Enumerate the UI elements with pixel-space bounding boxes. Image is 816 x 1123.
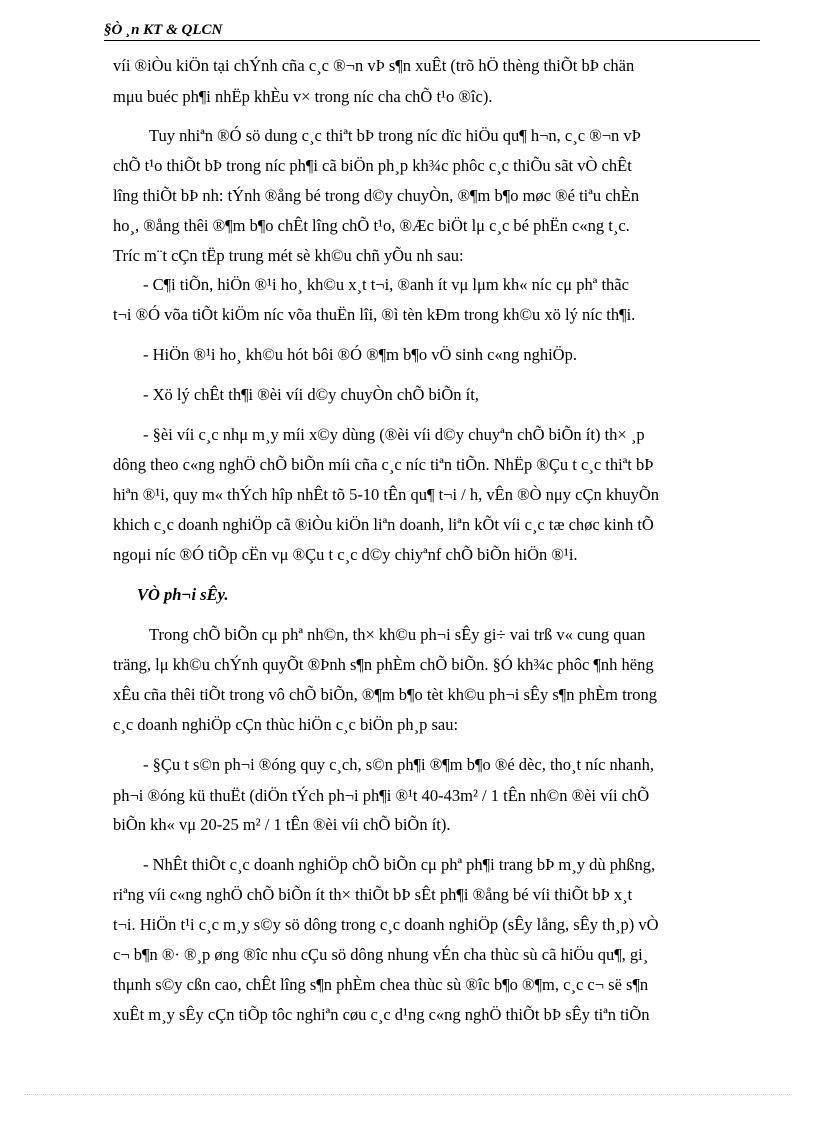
text-line: c¬ b¶n ®· ®¸p øng ®îc nhu cÇu sö dông nhung vÉn cha thùc sù cã hiÖu qu¶, gi¸ (113, 945, 649, 964)
text-line: xÊu cña thêi tiÕt trong vô chÕ biÕn, ®¶m b¶o tèt kh©u ph¬i sÊy s¶n phÈm trong (113, 685, 657, 704)
text-line: Trong chÕ biÕn cμ phª nh©n, th× kh©u ph¬i sÊy gi÷ vai trß v« cung quan (149, 625, 646, 644)
document-body (113, 56, 758, 1025)
text-line: biÕn kh« vμ 20-25 m² / 1 tÊn ®èi víi chÕ biÕn ít). (113, 815, 451, 834)
text-line: ngoμi níc ®Ó tiÕp cËn vμ ®Çu t c¸c d©y chiyªnf chÕ biÕn hiÖn ®¹i. (113, 545, 578, 564)
text-line: träng, lμ kh©u chÝnh quyÕt ®Þnh s¶n phÈm chÕ biÕn. §Ó kh¾c phôc ¶nh hëng (113, 655, 654, 674)
text-line: - NhÊt thiÕt c¸c doanh nghiÖp chÕ biÕn cμ phª ph¶i trang bÞ m¸y dù phßng, (143, 855, 656, 874)
text-line: ph¬i ®óng kü thuËt (diÖn tÝch ph¬i ph¶i ®¹t 40-43m² / 1 tÊn nh©n ®èi víi chÕ (113, 786, 650, 805)
text-line: - C¶i tiÕn, hiÖn ®¹i ho¸ kh©u x¸t t¬i, ®anh ít vμ lμm kh« níc cμ phª thãc (143, 275, 629, 294)
text-line: thμnh s©y cßn cao, chÊt lîng s¶n phÈm chea thùc sù ®îc b¶o ®¶m, c¸c c¬ së s¶n (113, 975, 649, 994)
text-line: ho¸, ®ång thêi ®¶m b¶o chÊt lîng chÕ t¹o, ®Æc biÖt lμ c¸c bé phËn c«ng t¸c. (113, 216, 630, 235)
text-line: dông theo c«ng nghÖ chÕ biÕn míi cña c¸c níc tiªn tiÕn. NhËp ®Çu t c¸c thiªt bÞ (113, 455, 654, 474)
text-line: - §èi víi c¸c nhμ m¸y míi x©y dùng (®èi víi d©y chuyªn chÕ biÕn ít) th× ¸p (143, 425, 645, 444)
page-bottom-divider (24, 1094, 792, 1095)
text-line: lîng thiÕt bÞ nh: tÝnh ®ång bé trong d©y chuyÒn, ®¶m b¶o møc ®é tiªu chÈn (113, 186, 640, 205)
text-line: xuÊt m¸y sÊy cÇn tiÕp tôc nghiªn cøu c¸c d¹ng c«ng nghÖ thiÕt bÞ sÊy tiªn tiÕn (113, 1005, 650, 1024)
text-line: víi ®iÒu kiÖn tại chÝnh cña c¸c ®¬n vÞ s¶n xuÊt (trõ hÖ thèng thiÕt bÞ chän (113, 56, 635, 75)
page-header (104, 20, 760, 41)
text-line: - HiÖn ®¹i ho¸ kh©u hót bôi ®Ó ®¶m b¶o vÖ sinh c«ng nghiÖp. (143, 345, 577, 364)
text-line: chÕ t¹o thiÕt bÞ trong níc ph¶i cã biÖn ph¸p kh¾c phôc c¸c thiÕu sãt vÒ chÊt (113, 156, 632, 175)
text-line: c¸c doanh nghiÖp cÇn thùc hiÖn c¸c biÖn ph¸p sau: (113, 715, 459, 734)
text-line: t¬i ®Ó võa tiÕt kiÖm níc võa thuËn lîi, ®ì tèn kÐm trong kh©u xö lý níc th¶i. (113, 305, 636, 324)
text-line: khich c¸c doanh nghiÖp cã ®iÒu kiÖn liªn doanh, liªn kÕt víi c¸c tæ chøc kinh tÕ (113, 515, 654, 534)
header-title: §Ò ¸n KT & QLCN (104, 22, 223, 38)
text-line: mμu buéc ph¶i nhËp khÈu v× trong níc cha chÕ t¹o ®îc). (113, 87, 493, 106)
section-heading: VÒ ph¬i sÊy. (137, 585, 229, 604)
text-line: Tuy nhiªn ®Ó sö dung c¸c thiªt bÞ trong níc dïc hiÖu qu¶ h¬n, c¸c ®¬n vÞ (149, 126, 641, 145)
text-line: - §Çu t s©n ph¬i ®óng quy c¸ch, s©n ph¶i ®¶m b¶o ®é dèc, tho¸t níc nhanh, (143, 755, 654, 774)
text-line: riªng víi c«ng nghÖ chÕ biÕn ít th× thiÕt bÞ sÊt ph¶i ®ång bé víi thiÕt bÞ x¸t (113, 885, 633, 904)
text-line: t¬i. HiÖn t¹i c¸c m¸y s©y sö dông trong c¸c doanh nghiÖp (sÊy lång, sÊy th¸p) vÒ (113, 915, 659, 934)
text-line: hiªn ®¹i, quy m« thÝch hîp nhÊt tõ 5-10 tÊn qu¶ t¬i / h, vÊn ®Ò nμy cÇn khuyÕn (113, 485, 660, 504)
text-line: - Xö lý chÊt th¶i ®èi víi d©y chuyÒn chÕ biÕn ít, (143, 385, 479, 404)
text-line: Tríc m¨t cÇn tËp trung mét sè kh©u chñ yÕu nh sau: (113, 246, 464, 265)
